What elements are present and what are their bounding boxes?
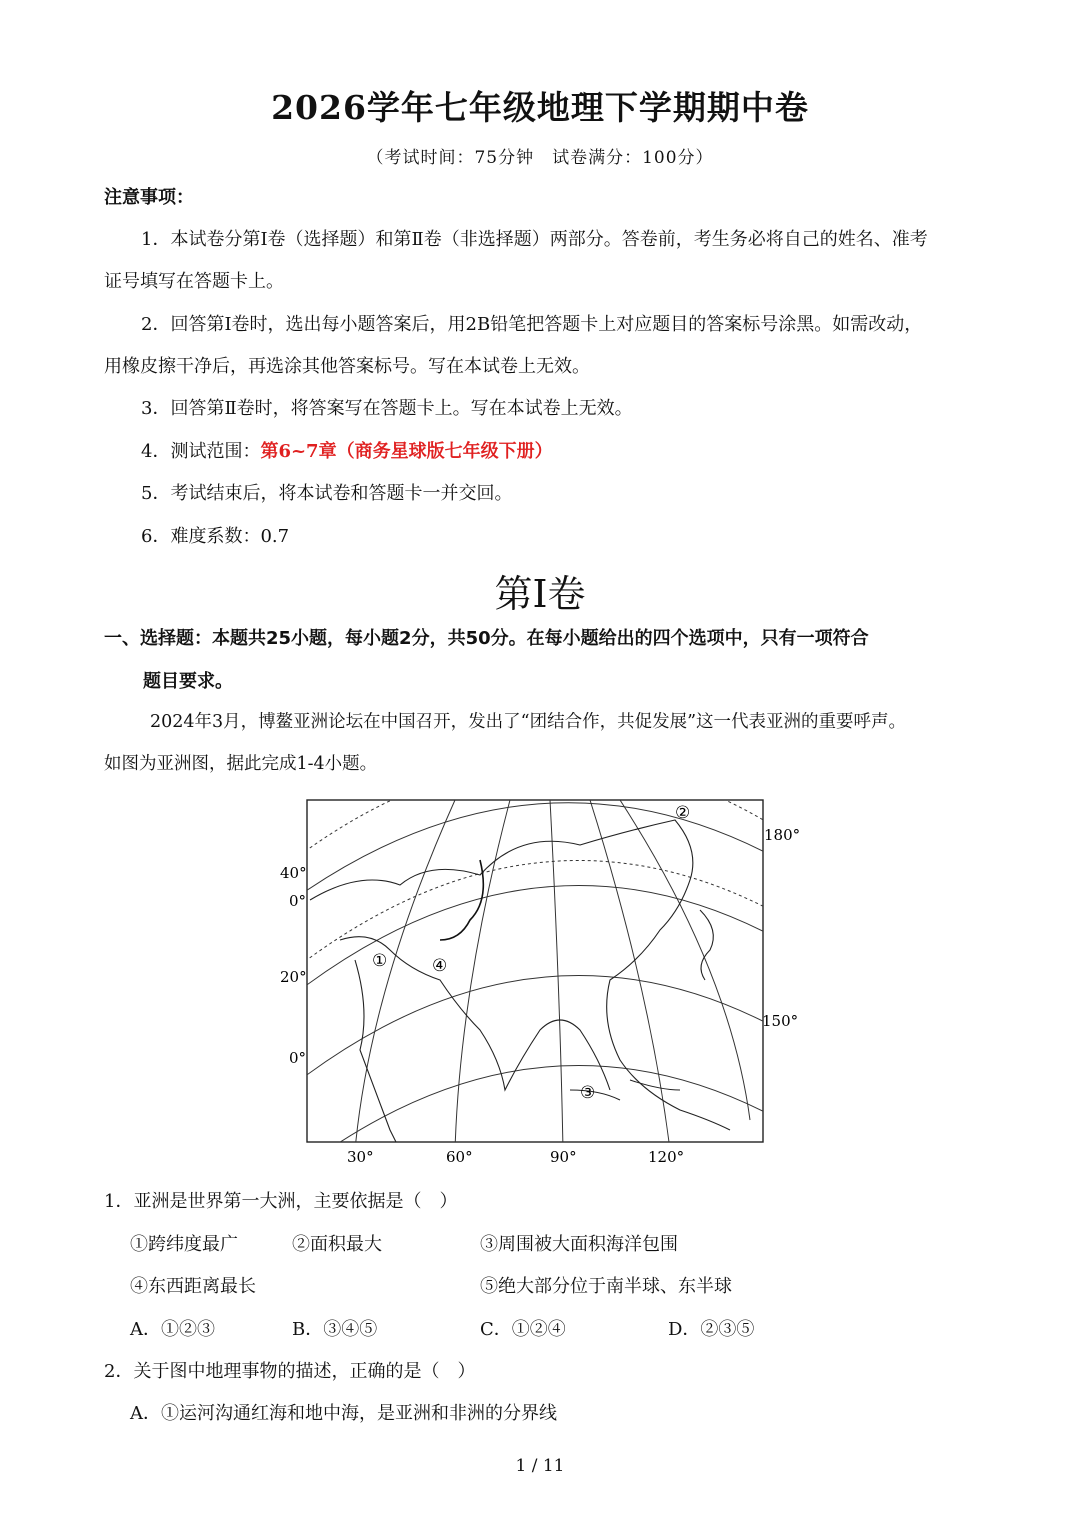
q2-stem: 2．关于图中地理事物的描述，正确的是（ ） [104, 1361, 476, 1382]
lat-label: 0° [289, 1049, 307, 1067]
note-item-1b: 证号填写在答题卡上。 [104, 271, 284, 292]
note-item-6: 6．难度系数：0.7 [141, 526, 290, 547]
lon-label: 30° [347, 1148, 374, 1166]
q1-option-a: A．①②③ [130, 1319, 215, 1340]
map-marker: ② [675, 803, 691, 823]
q1-stem: 1．亚洲是世界第一大洲，主要依据是（ ） [104, 1191, 458, 1212]
note-item-2a: 2．回答第Ⅰ卷时，选出每小题答案后，用2B铅笔把答题卡上对应题目的答案标号涂黑。如需改动， [141, 314, 923, 335]
lon-label: 90° [550, 1148, 577, 1166]
note-item-4-label: 4．测试范围： [141, 441, 261, 462]
note-item-5: 5．考试结束后，将本试卷和答题卡一并交回。 [141, 483, 513, 504]
section1-heading-line1: 一、选择题：本题共25小题，每小题2分，共50分。在每小题给出的四个选项中，只有一项符合 [104, 628, 869, 649]
map-marker: ④ [432, 956, 448, 976]
section1-heading-line2: 题目要求。 [143, 671, 233, 692]
q1-option-b: B．③④⑤ [292, 1319, 378, 1340]
q1-statement: ③周围被大面积海洋包围 [480, 1234, 678, 1255]
asia-map [280, 790, 800, 1170]
lat-label: 40° [280, 864, 307, 882]
q1-statement: ①跨纬度最广 [130, 1234, 238, 1255]
lon-label: 60° [446, 1148, 473, 1166]
q1-statement: ④东西距离最长 [130, 1276, 256, 1297]
q2-option-a: A．①运河沟通红海和地中海，是亚洲和非洲的分界线 [130, 1403, 557, 1424]
page-title: 2026学年七年级地理下学期期中卷 [271, 88, 809, 127]
lon-label: 120° [648, 1148, 685, 1166]
intro-line-2: 如图为亚洲图，据此完成1-4小题。 [104, 754, 378, 774]
q1-statement: ⑤绝大部分位于南半球、东半球 [480, 1276, 732, 1297]
q1-option-d: D．②③⑤ [668, 1319, 755, 1340]
map-marker: ① [372, 951, 388, 971]
lon-label-right: 180° [764, 826, 800, 844]
map-marker: ③ [580, 1083, 596, 1103]
q1-statement: ②面积最大 [292, 1234, 382, 1255]
page-number: 1 / 11 [515, 1456, 565, 1476]
note-item-3: 3．回答第Ⅱ卷时，将答案写在答题卡上。写在本试卷上无效。 [141, 398, 633, 419]
section-title: 第Ⅰ卷 [494, 572, 586, 616]
lat-label: 20° [280, 968, 307, 986]
page-subtitle: （考试时间：75分钟 试卷满分：100分） [366, 148, 714, 168]
lon-label-right: 150° [762, 1012, 799, 1030]
q1-option-c: C．①②④ [480, 1319, 566, 1340]
intro-line-1: 2024年3月，博鳌亚洲论坛在中国召开，发出了“团结合作，共促发展”这一代表亚洲的重要呼声。 [150, 712, 907, 732]
test-scope: 第6~7章（商务星球版七年级下册） [260, 441, 553, 462]
note-item-4 [141, 440, 553, 464]
note-item-2b: 用橡皮擦干净后，再选涂其他答案标号。写在本试卷上无效。 [104, 356, 590, 377]
notes-heading: 注意事项： [104, 187, 194, 208]
lat-label: 0° [289, 892, 307, 910]
note-item-1a: 1．本试卷分第Ⅰ卷（选择题）和第Ⅱ卷（非选择题）两部分。答卷前，考生务必将自己的姓名、准考 [141, 229, 928, 250]
